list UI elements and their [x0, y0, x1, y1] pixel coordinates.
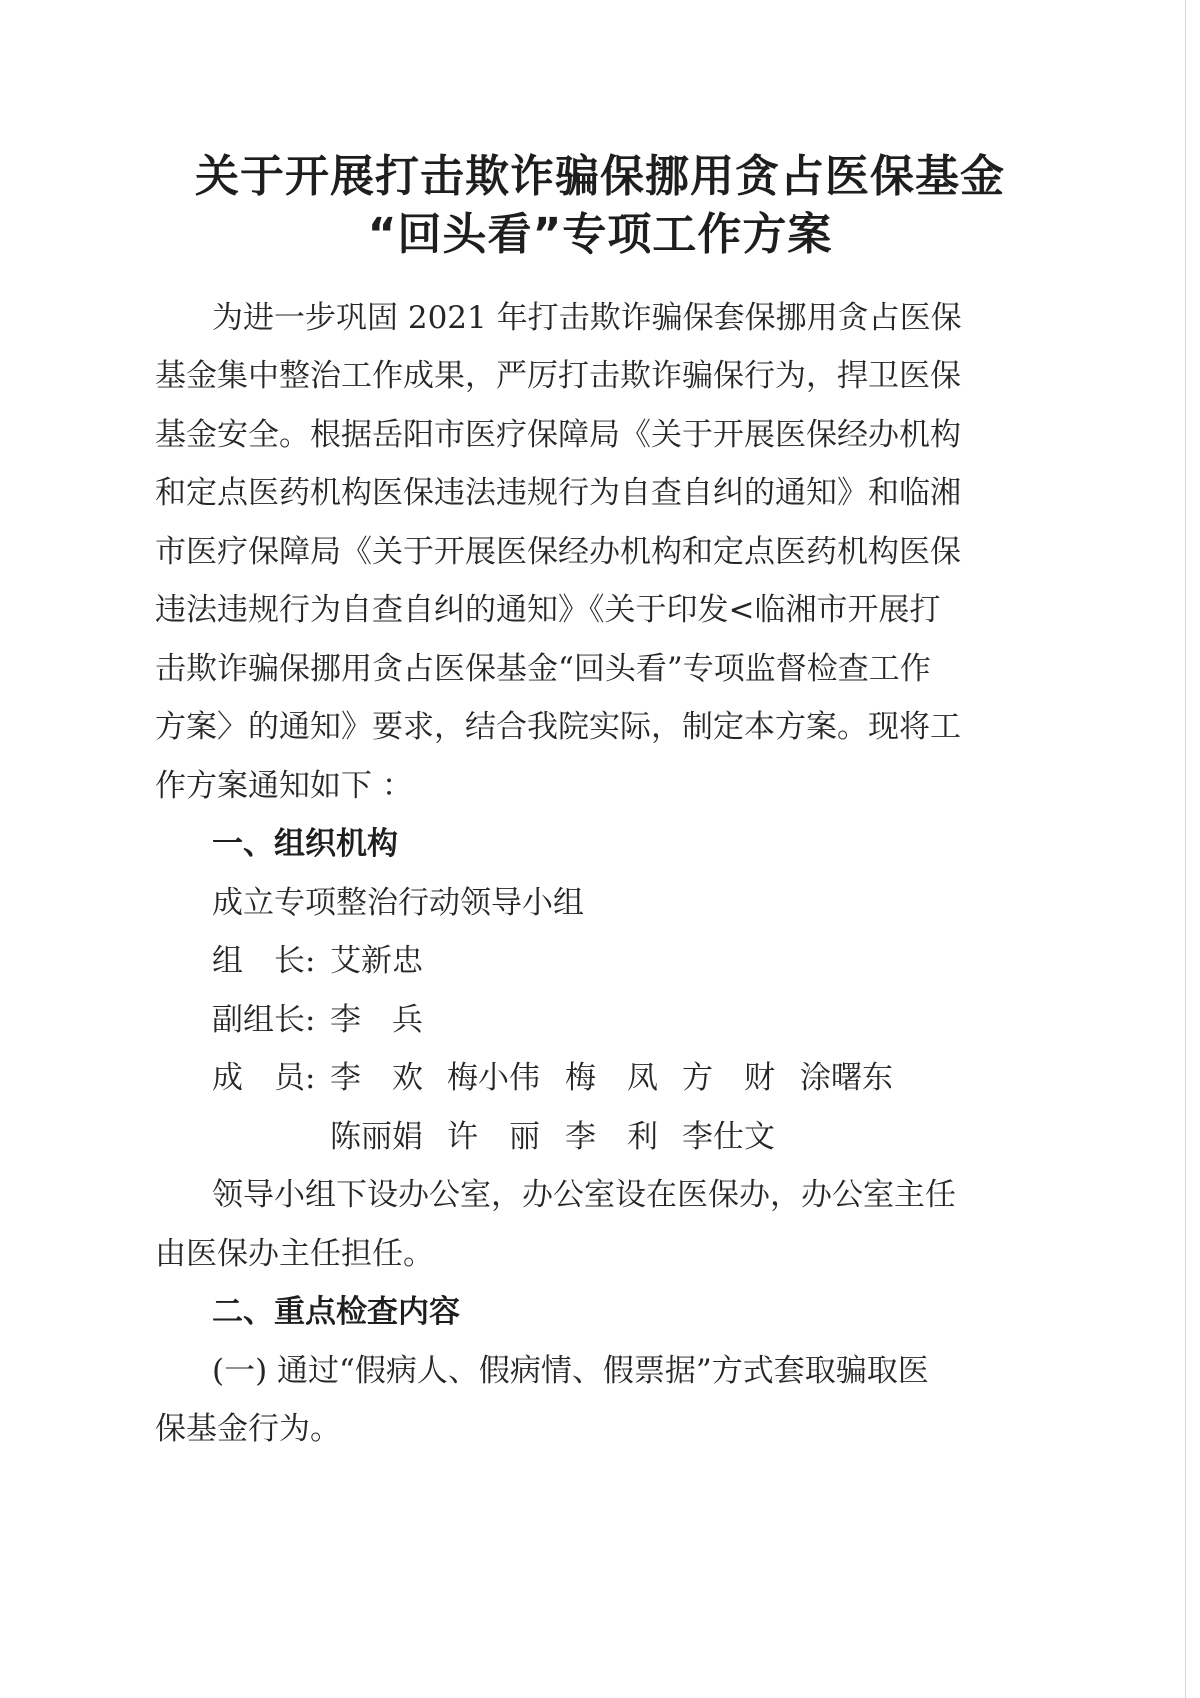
deputy-name: 李 兵 — [330, 1002, 423, 1038]
members-label: 成 员: — [212, 1060, 316, 1096]
intro-line: 和定点医药机构医保违法违规行为自查自纠的通知》和临湘 — [155, 475, 961, 511]
member-name: 李仕文 — [682, 1119, 775, 1155]
member-name: 方 财 — [682, 1060, 775, 1096]
title-line-2: “回头看”专项工作方案 — [367, 209, 833, 260]
item-1-line: 保基金行为。 — [155, 1411, 341, 1447]
member-name: 梅 凤 — [565, 1060, 658, 1096]
member-name: 涂曙东 — [800, 1060, 893, 1096]
leader-name: 艾新忠 — [330, 943, 423, 979]
member-name: 许 丽 — [447, 1119, 540, 1155]
intro-line: 方案〉的通知》要求，结合我院实际，制定本方案。现将工 — [155, 709, 961, 745]
member-name: 梅小伟 — [447, 1060, 540, 1096]
deputy-label: 副组长: — [212, 1002, 316, 1038]
intro-line: 基金集中整治工作成果，严厉打击欺诈骗保行为，捍卫医保 — [155, 358, 961, 394]
intro-line: 违法违规行为自查自纠的通知》《关于印发<临湘市开展打 — [155, 592, 941, 628]
item-1-line: (一) 通过“假病人、假病情、假票据”方式套取骗取医 — [212, 1353, 929, 1389]
intro-line: 基金安全。根据岳阳市医疗保障局《关于开展医保经办机构 — [155, 417, 961, 453]
intro-line: 作方案通知如下 ： — [155, 768, 413, 804]
member-name: 李 利 — [565, 1119, 658, 1155]
member-name: 陈丽娟 — [330, 1119, 423, 1155]
member-name: 李 欢 — [330, 1060, 423, 1096]
intro-line: 市医疗保障局《关于开展医保经办机构和定点医药机构医保 — [155, 534, 961, 570]
title-line-1: 关于开展打击欺诈骗保挪用贪占医保基金 — [195, 151, 1005, 202]
intro-line: 击欺诈骗保挪用贪占医保基金“回头看”专项监督检查工作 — [155, 651, 931, 687]
intro-line: 为进一步巩固 2021 年打击欺诈骗保套保挪用贪占医保 — [212, 300, 962, 336]
leader-label: 组 长: — [212, 943, 316, 979]
office-line: 由医保办主任担任。 — [155, 1236, 434, 1272]
office-line: 领导小组下设办公室，办公室设在医保办，办公室主任 — [212, 1177, 956, 1213]
section-2-heading: 二、重点检查内容 — [212, 1294, 460, 1330]
section-1-heading: 一、组织机构 — [212, 826, 398, 862]
section-1-intro: 成立专项整治行动领导小组 — [212, 885, 584, 921]
